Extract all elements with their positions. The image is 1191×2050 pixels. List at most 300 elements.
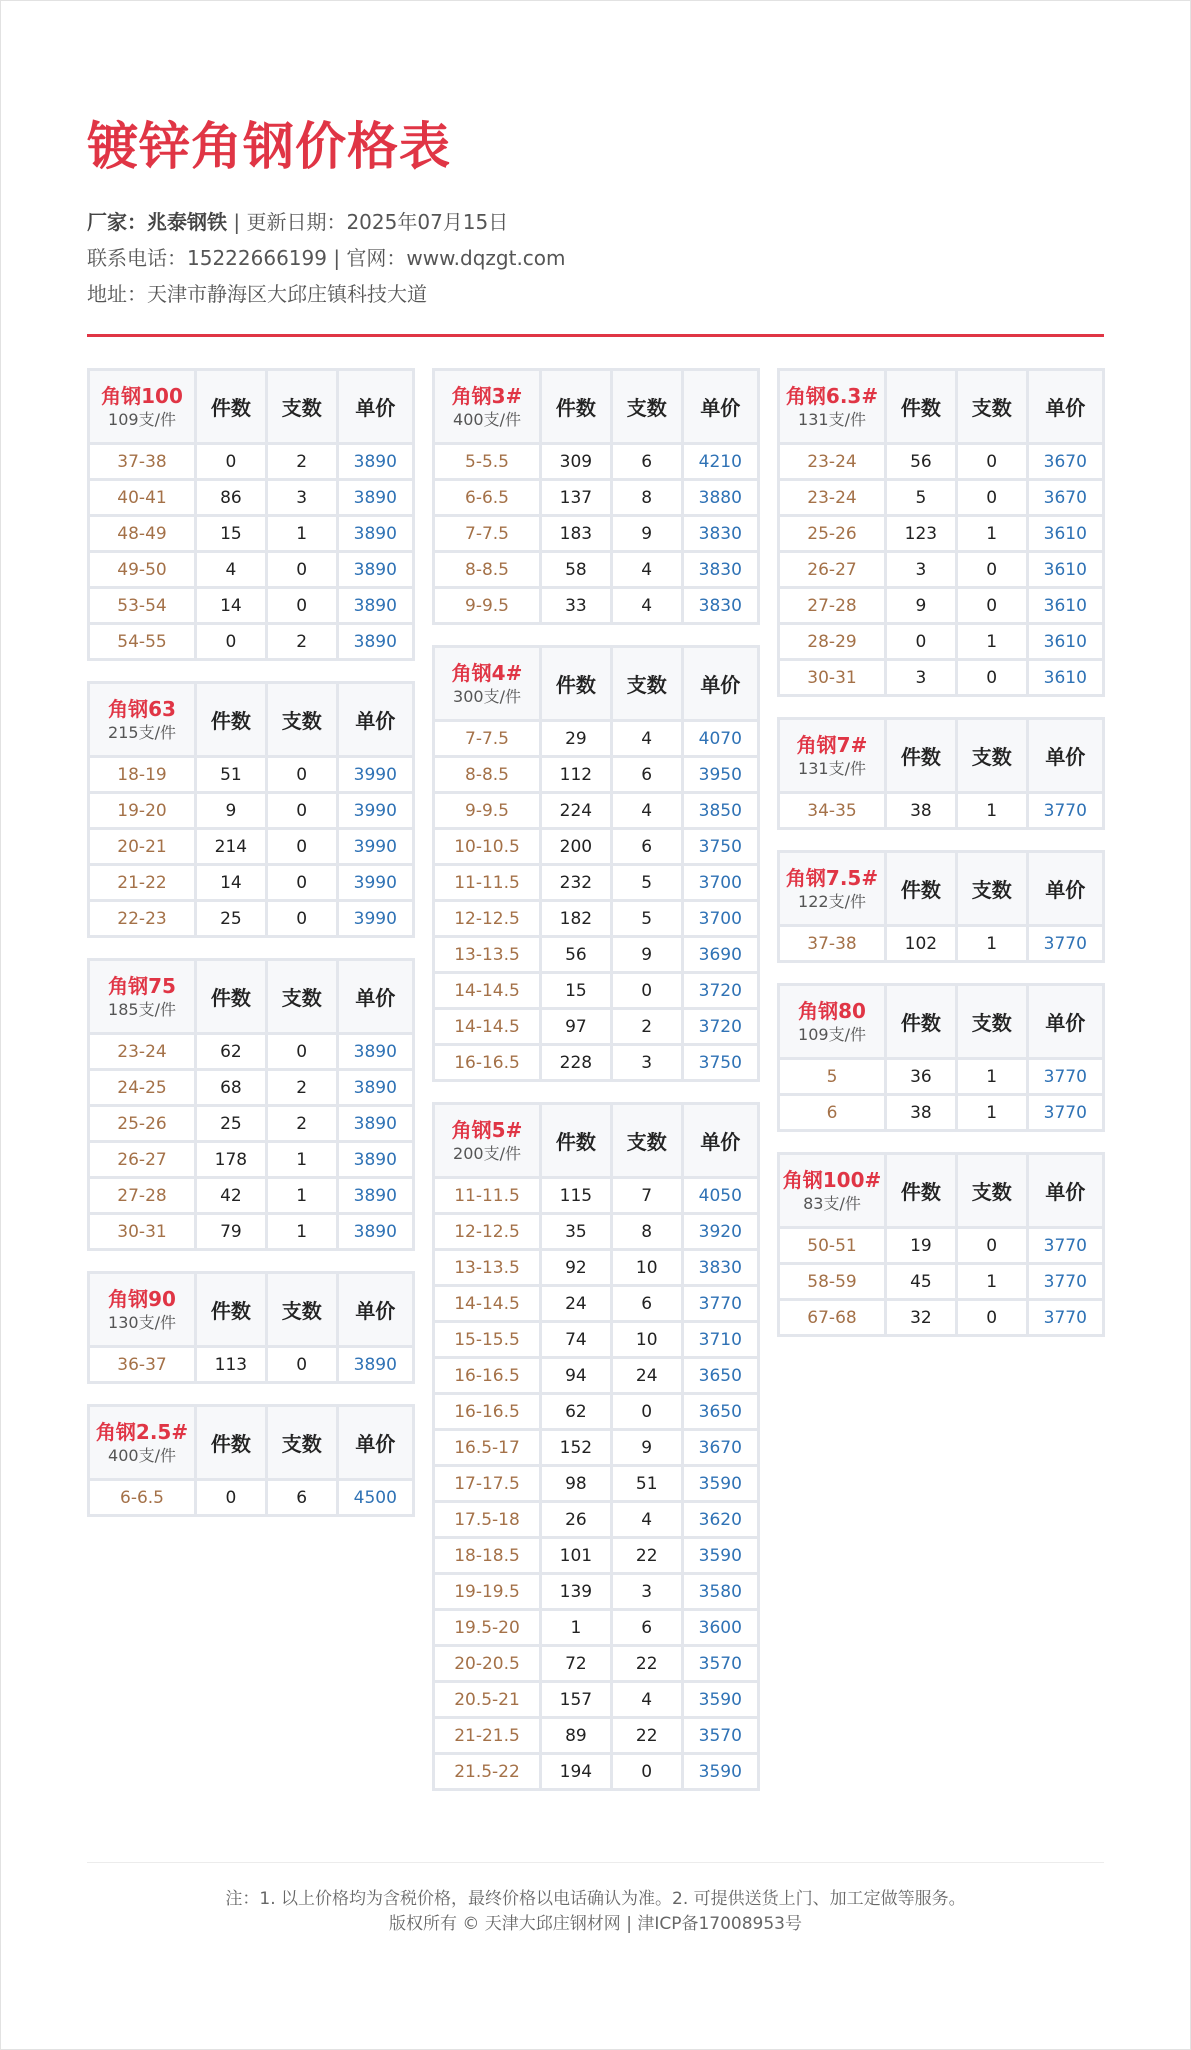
price-table	[87, 958, 415, 1251]
price-cell: 3600	[684, 1611, 757, 1644]
table-row	[780, 445, 1102, 478]
price-cell: 3670	[1029, 445, 1102, 478]
pieces-per-bundle: 215支/件	[108, 722, 176, 742]
bundles-cell: 0	[887, 625, 955, 658]
header-divider	[87, 334, 1104, 337]
pieces-header: 支数	[958, 1155, 1026, 1226]
contact-line: 联系电话：15222666199 | 官网：www.dqzgt.com	[87, 246, 566, 270]
pieces-cell: 1	[268, 517, 336, 550]
pieces-cell: 9	[613, 1431, 681, 1464]
pieces-cell: 0	[613, 974, 681, 1007]
pieces-cell: 0	[958, 481, 1026, 514]
price-cell: 4500	[339, 1481, 412, 1514]
pieces-cell: 22	[613, 1719, 681, 1752]
price-table	[777, 717, 1105, 830]
price-table	[777, 1152, 1105, 1337]
price-cell: 3850	[684, 794, 757, 827]
price-cell: 3770	[1029, 1265, 1102, 1298]
table-header-row	[90, 961, 412, 1032]
price-cell: 3990	[339, 830, 412, 863]
table-row	[90, 517, 412, 550]
spec-cell: 17-17.5	[435, 1467, 539, 1500]
table-row	[435, 1215, 757, 1248]
price-cell: 3890	[339, 517, 412, 550]
vendor-line	[87, 207, 508, 237]
pieces-cell: 1	[958, 927, 1026, 960]
table-row	[780, 1265, 1102, 1298]
pieces-per-bundle: 200支/件	[453, 1143, 521, 1163]
price-cell: 3590	[684, 1683, 757, 1716]
price-cell: 3990	[339, 866, 412, 899]
spec-cell: 37-38	[780, 927, 884, 960]
footer-divider	[87, 1862, 1104, 1863]
bundles-cell: 62	[542, 1395, 610, 1428]
pieces-cell: 1	[958, 1096, 1026, 1129]
spec-cell: 27-28	[90, 1179, 194, 1212]
spec-cell: 6-6.5	[90, 1481, 194, 1514]
pieces-cell: 2	[268, 1071, 336, 1104]
table-header-row	[90, 1407, 412, 1478]
bundles-cell: 194	[542, 1755, 610, 1788]
table-header-row	[780, 1155, 1102, 1226]
table-title-cell	[780, 720, 884, 791]
pieces-cell: 0	[268, 794, 336, 827]
bundles-cell: 89	[542, 1719, 610, 1752]
price-cell: 3720	[684, 974, 757, 1007]
product-name: 角钢63	[108, 696, 176, 721]
price-table	[432, 1102, 760, 1791]
unit-price-header: 单价	[339, 1274, 412, 1345]
pieces-header: 支数	[958, 371, 1026, 442]
unit-price-header: 单价	[339, 961, 412, 1032]
bundles-cell: 0	[197, 1481, 265, 1514]
unit-price-header: 单价	[339, 1407, 412, 1478]
spec-cell: 34-35	[780, 794, 884, 827]
pieces-cell: 1	[268, 1143, 336, 1176]
spec-cell: 58-59	[780, 1265, 884, 1298]
spec-cell: 17.5-18	[435, 1503, 539, 1536]
price-table	[777, 368, 1105, 697]
pieces-cell: 2	[268, 625, 336, 658]
bundles-cell: 32	[887, 1301, 955, 1334]
pieces-header: 支数	[613, 371, 681, 442]
table-row	[435, 1467, 757, 1500]
bundles-header: 件数	[197, 1407, 265, 1478]
table-header-row	[435, 371, 757, 442]
pieces-cell: 5	[613, 902, 681, 935]
bundles-cell: 97	[542, 1010, 610, 1043]
table-title-cell	[435, 648, 539, 719]
price-cell: 3570	[684, 1647, 757, 1680]
table-row	[435, 1395, 757, 1428]
spec-cell: 19.5-20	[435, 1611, 539, 1644]
table-row	[90, 1143, 412, 1176]
table-row	[90, 830, 412, 863]
spec-cell: 25-26	[780, 517, 884, 550]
price-cell: 3830	[684, 553, 757, 586]
spec-cell: 20-20.5	[435, 1647, 539, 1680]
bundles-header: 件数	[197, 961, 265, 1032]
spec-cell: 53-54	[90, 589, 194, 622]
table-header-row	[90, 371, 412, 442]
updated-date: | 更新日期：2025年07月15日	[227, 210, 509, 234]
table-row	[90, 1071, 412, 1104]
pieces-cell: 1	[958, 625, 1026, 658]
pieces-cell: 0	[958, 445, 1026, 478]
spec-cell: 18-19	[90, 758, 194, 791]
pieces-header: 支数	[268, 1407, 336, 1478]
table-row	[780, 517, 1102, 550]
spec-cell: 40-41	[90, 481, 194, 514]
unit-price-header: 单价	[339, 684, 412, 755]
table-title-cell	[90, 371, 194, 442]
price-table	[87, 681, 415, 938]
price-column-2	[432, 368, 760, 1811]
price-cell: 3890	[339, 1107, 412, 1140]
spec-cell: 13-13.5	[435, 938, 539, 971]
pieces-per-bundle: 400支/件	[453, 409, 521, 429]
table-row	[435, 830, 757, 863]
bundles-header: 件数	[542, 1105, 610, 1176]
product-name: 角钢7.5#	[785, 865, 879, 890]
vendor-label: 厂家：	[87, 210, 147, 234]
pieces-cell: 0	[268, 902, 336, 935]
price-cell: 3830	[684, 589, 757, 622]
price-cell: 3890	[339, 1071, 412, 1104]
table-row	[435, 481, 757, 514]
pieces-cell: 6	[613, 445, 681, 478]
bundles-cell: 113	[197, 1348, 265, 1381]
table-row	[435, 902, 757, 935]
price-cell: 3710	[684, 1323, 757, 1356]
price-column-1	[87, 368, 415, 1537]
price-cell: 3890	[339, 589, 412, 622]
pieces-cell: 0	[958, 1229, 1026, 1262]
spec-cell: 11-11.5	[435, 1179, 539, 1212]
bundles-cell: 98	[542, 1467, 610, 1500]
spec-cell: 18-18.5	[435, 1539, 539, 1572]
product-name: 角钢100#	[782, 1167, 882, 1192]
spec-cell: 50-51	[780, 1229, 884, 1262]
table-row	[780, 553, 1102, 586]
unit-price-header: 单价	[1029, 986, 1102, 1057]
pieces-cell: 1	[958, 794, 1026, 827]
pieces-cell: 0	[268, 866, 336, 899]
spec-cell: 21-21.5	[435, 1719, 539, 1752]
price-cell: 3610	[1029, 589, 1102, 622]
table-row	[435, 1251, 757, 1284]
spec-cell: 12-12.5	[435, 1215, 539, 1248]
pieces-cell: 5	[613, 866, 681, 899]
spec-cell: 54-55	[90, 625, 194, 658]
bundles-cell: 19	[887, 1229, 955, 1262]
table-row	[90, 794, 412, 827]
bundles-cell: 9	[887, 589, 955, 622]
pieces-cell: 1	[958, 1265, 1026, 1298]
pieces-cell: 8	[613, 1215, 681, 1248]
spec-cell: 25-26	[90, 1107, 194, 1140]
pieces-cell: 6	[613, 830, 681, 863]
table-title-cell	[780, 986, 884, 1057]
pieces-cell: 6	[268, 1481, 336, 1514]
table-row	[435, 1359, 757, 1392]
pieces-cell: 9	[613, 938, 681, 971]
bundles-cell: 3	[887, 661, 955, 694]
table-title-cell	[90, 684, 194, 755]
bundles-cell: 58	[542, 553, 610, 586]
bundles-cell: 38	[887, 794, 955, 827]
pieces-cell: 0	[268, 589, 336, 622]
table-row	[435, 1611, 757, 1644]
bundles-cell: 68	[197, 1071, 265, 1104]
unit-price-header: 单价	[1029, 720, 1102, 791]
table-header-row	[780, 986, 1102, 1057]
pieces-cell: 2	[268, 445, 336, 478]
spec-cell: 7-7.5	[435, 722, 539, 755]
pieces-cell: 0	[958, 589, 1026, 622]
spec-cell: 12-12.5	[435, 902, 539, 935]
table-row	[780, 661, 1102, 694]
bundles-header: 件数	[887, 1155, 955, 1226]
bundles-header: 件数	[887, 986, 955, 1057]
pieces-per-bundle: 130支/件	[108, 1312, 176, 1332]
price-cell: 3770	[1029, 1060, 1102, 1093]
table-row	[90, 553, 412, 586]
price-cell: 3610	[1029, 625, 1102, 658]
pieces-cell: 2	[613, 1010, 681, 1043]
spec-cell: 23-24	[780, 481, 884, 514]
spec-cell: 5	[780, 1060, 884, 1093]
pieces-per-bundle: 122支/件	[798, 891, 866, 911]
pieces-cell: 0	[268, 1348, 336, 1381]
price-cell: 3770	[1029, 1229, 1102, 1262]
spec-cell: 21.5-22	[435, 1755, 539, 1788]
bundles-cell: 309	[542, 445, 610, 478]
pieces-cell: 3	[268, 481, 336, 514]
product-name: 角钢4#	[451, 660, 523, 685]
table-row	[780, 1301, 1102, 1334]
pieces-header: 支数	[268, 371, 336, 442]
bundles-cell: 137	[542, 481, 610, 514]
product-name: 角钢75	[108, 973, 176, 998]
pieces-header: 支数	[613, 1105, 681, 1176]
bundles-cell: 112	[542, 758, 610, 791]
price-cell: 3880	[684, 481, 757, 514]
table-title-cell	[90, 961, 194, 1032]
pieces-cell: 22	[613, 1647, 681, 1680]
product-name: 角钢2.5#	[95, 1419, 189, 1444]
bundles-header: 件数	[887, 371, 955, 442]
table-row	[90, 866, 412, 899]
table-title-cell	[90, 1274, 194, 1345]
price-cell: 3890	[339, 481, 412, 514]
table-row	[90, 481, 412, 514]
pieces-header: 支数	[958, 986, 1026, 1057]
pieces-cell: 4	[613, 553, 681, 586]
spec-cell: 6	[780, 1096, 884, 1129]
spec-cell: 5-5.5	[435, 445, 539, 478]
table-header-row	[90, 684, 412, 755]
table-row	[435, 1539, 757, 1572]
product-name: 角钢3#	[451, 383, 523, 408]
spec-cell: 67-68	[780, 1301, 884, 1334]
unit-price-header: 单价	[684, 648, 757, 719]
price-cell: 3830	[684, 1251, 757, 1284]
table-row	[780, 589, 1102, 622]
price-cell: 3770	[1029, 1301, 1102, 1334]
price-cell: 3890	[339, 1035, 412, 1068]
table-row	[435, 1719, 757, 1752]
pieces-cell: 51	[613, 1467, 681, 1500]
price-table	[87, 1404, 415, 1517]
table-row	[435, 938, 757, 971]
price-cell: 3650	[684, 1395, 757, 1428]
price-cell: 3770	[1029, 1096, 1102, 1129]
table-row	[435, 1323, 757, 1356]
table-row	[90, 1481, 412, 1514]
price-cell: 4070	[684, 722, 757, 755]
pieces-cell: 1	[268, 1179, 336, 1212]
footer-copyright: 版权所有 © 天津大邱庄钢材网 | 津ICP备17008953号	[388, 1914, 802, 1934]
price-cell: 3720	[684, 1010, 757, 1043]
bundles-cell: 178	[197, 1143, 265, 1176]
price-table	[777, 983, 1105, 1132]
table-row	[780, 481, 1102, 514]
price-cell: 3890	[339, 1348, 412, 1381]
table-row	[435, 794, 757, 827]
pieces-cell: 8	[613, 481, 681, 514]
table-row	[90, 1348, 412, 1381]
price-cell: 3750	[684, 1046, 757, 1079]
bundles-cell: 25	[197, 1107, 265, 1140]
table-row	[435, 1647, 757, 1680]
table-row	[435, 1575, 757, 1608]
pieces-cell: 0	[613, 1395, 681, 1428]
product-name: 角钢90	[108, 1286, 176, 1311]
price-cell: 3890	[339, 625, 412, 658]
bundles-cell: 74	[542, 1323, 610, 1356]
price-table	[87, 368, 415, 661]
table-row	[435, 1179, 757, 1212]
spec-cell: 23-24	[780, 445, 884, 478]
bundles-cell: 29	[542, 722, 610, 755]
spec-cell: 30-31	[780, 661, 884, 694]
pieces-cell: 0	[268, 553, 336, 586]
bundles-cell: 139	[542, 1575, 610, 1608]
table-row	[435, 445, 757, 478]
table-row	[90, 1215, 412, 1248]
price-cell: 3890	[339, 1215, 412, 1248]
table-title-cell	[780, 1155, 884, 1226]
product-name: 角钢7#	[796, 732, 868, 757]
table-row	[435, 553, 757, 586]
spec-cell: 11-11.5	[435, 866, 539, 899]
table-header-row	[435, 648, 757, 719]
price-cell: 3690	[684, 938, 757, 971]
bundles-cell: 3	[887, 553, 955, 586]
bundles-header: 件数	[197, 684, 265, 755]
pieces-cell: 4	[613, 1503, 681, 1536]
pieces-cell: 0	[958, 553, 1026, 586]
price-cell: 3990	[339, 794, 412, 827]
table-row	[435, 1431, 757, 1464]
table-row	[435, 1287, 757, 1320]
spec-cell: 14-14.5	[435, 1287, 539, 1320]
bundles-header: 件数	[542, 648, 610, 719]
pieces-cell: 4	[613, 589, 681, 622]
table-row	[780, 625, 1102, 658]
table-row	[780, 1229, 1102, 1262]
pieces-cell: 0	[958, 1301, 1026, 1334]
price-cell: 3590	[684, 1755, 757, 1788]
spec-cell: 8-8.5	[435, 553, 539, 586]
table-row	[435, 1046, 757, 1079]
pieces-header: 支数	[268, 684, 336, 755]
unit-price-header: 单价	[1029, 853, 1102, 924]
table-row	[90, 1179, 412, 1212]
spec-cell: 16-16.5	[435, 1046, 539, 1079]
spec-cell: 9-9.5	[435, 794, 539, 827]
spec-cell: 20-21	[90, 830, 194, 863]
price-cell: 3610	[1029, 553, 1102, 586]
spec-cell: 21-22	[90, 866, 194, 899]
pieces-cell: 1	[268, 1215, 336, 1248]
spec-cell: 24-25	[90, 1071, 194, 1104]
price-cell: 3570	[684, 1719, 757, 1752]
price-cell: 3670	[684, 1431, 757, 1464]
table-header-row	[435, 1105, 757, 1176]
bundles-header: 件数	[197, 1274, 265, 1345]
price-cell: 3580	[684, 1575, 757, 1608]
price-table	[777, 850, 1105, 963]
pieces-cell: 7	[613, 1179, 681, 1212]
pieces-header: 支数	[268, 961, 336, 1032]
pieces-per-bundle: 109支/件	[798, 1024, 866, 1044]
spec-cell: 7-7.5	[435, 517, 539, 550]
table-row	[90, 1035, 412, 1068]
price-cell: 3920	[684, 1215, 757, 1248]
pieces-cell: 0	[268, 830, 336, 863]
table-row	[780, 1060, 1102, 1093]
page-title: 镀锌角钢价格表	[87, 118, 452, 177]
bundles-cell: 14	[197, 589, 265, 622]
table-row	[90, 445, 412, 478]
spec-cell: 19-19.5	[435, 1575, 539, 1608]
price-cell: 3610	[1029, 661, 1102, 694]
pieces-cell: 6	[613, 758, 681, 791]
spec-cell: 22-23	[90, 902, 194, 935]
price-cell: 3890	[339, 1143, 412, 1176]
pieces-per-bundle: 109支/件	[108, 409, 176, 429]
pieces-cell: 10	[613, 1251, 681, 1284]
table-row	[90, 758, 412, 791]
table-row	[780, 1096, 1102, 1129]
spec-cell: 49-50	[90, 553, 194, 586]
pieces-cell: 1	[958, 1060, 1026, 1093]
price-table	[87, 1271, 415, 1384]
unit-price-header: 单价	[1029, 1155, 1102, 1226]
pieces-per-bundle: 185支/件	[108, 999, 176, 1019]
spec-cell: 13-13.5	[435, 1251, 539, 1284]
pieces-per-bundle: 400支/件	[108, 1445, 176, 1465]
pieces-cell: 1	[958, 517, 1026, 550]
spec-cell: 16-16.5	[435, 1359, 539, 1392]
bundles-cell: 56	[887, 445, 955, 478]
bundles-cell: 15	[197, 517, 265, 550]
product-name: 角钢80	[798, 998, 866, 1023]
price-cell: 3890	[339, 445, 412, 478]
spec-cell: 14-14.5	[435, 974, 539, 1007]
